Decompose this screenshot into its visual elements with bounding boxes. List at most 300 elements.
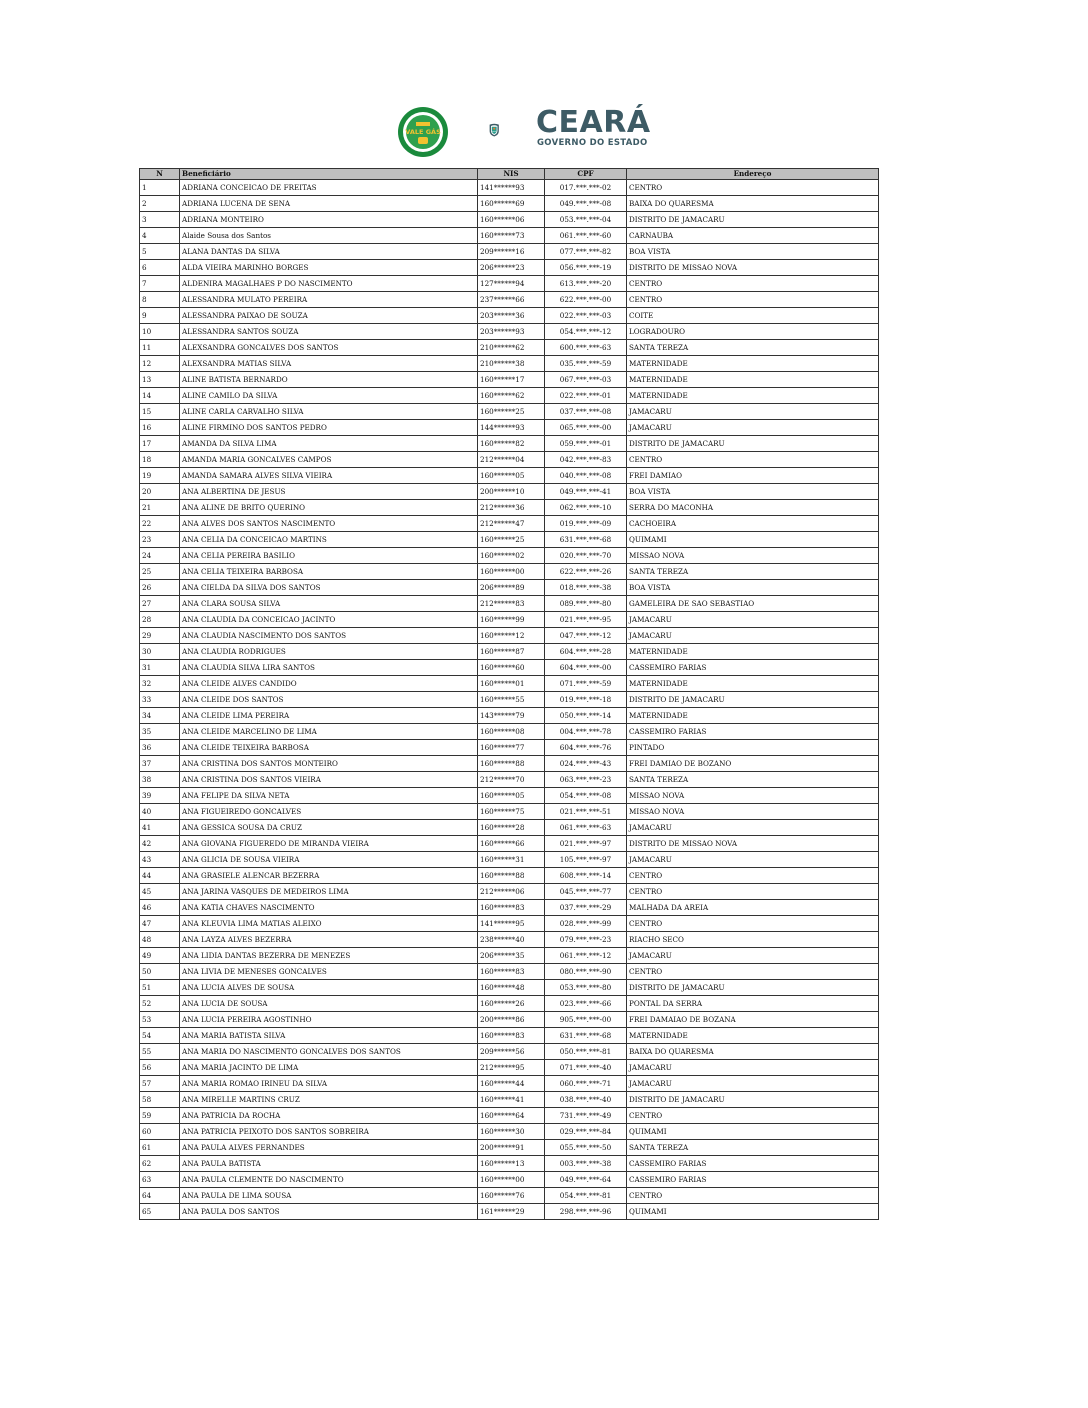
nis-value: 160******64 xyxy=(478,1108,545,1124)
header-endereco: Endereço xyxy=(627,169,879,180)
row-number: 60 xyxy=(140,1124,180,1140)
nis-value: 160******76 xyxy=(478,1188,545,1204)
table-row xyxy=(140,772,879,788)
cpf-value: 054.***.***-81 xyxy=(545,1188,627,1204)
cpf-value: 045.***.***-77 xyxy=(545,884,627,900)
row-number: 3 xyxy=(140,212,180,228)
cpf-value: 047.***.***-12 xyxy=(545,628,627,644)
address-value: MATERNIDADE xyxy=(627,372,879,388)
nis-value: 160******87 xyxy=(478,644,545,660)
nis-value: 200******86 xyxy=(478,1012,545,1028)
row-number: 39 xyxy=(140,788,180,804)
beneficiary-name: ANA CELIA PEREIRA BASILIO xyxy=(180,548,478,564)
table-row xyxy=(140,692,879,708)
beneficiary-name: ANA PAULA ALVES FERNANDES xyxy=(180,1140,478,1156)
beneficiary-name: ALINE FIRMINO DOS SANTOS PEDRO xyxy=(180,420,478,436)
table-header-row xyxy=(140,169,879,180)
row-number: 8 xyxy=(140,292,180,308)
address-value: JAMACARU xyxy=(627,404,879,420)
table-row xyxy=(140,1060,879,1076)
beneficiary-name: ALINE CAMILO DA SILVA xyxy=(180,388,478,404)
table-row xyxy=(140,836,879,852)
nis-value: 160******44 xyxy=(478,1076,545,1092)
cpf-value: 077.***.***-82 xyxy=(545,244,627,260)
beneficiary-name: AMANDA MARIA GONCALVES CAMPOS xyxy=(180,452,478,468)
nis-value: 160******30 xyxy=(478,1124,545,1140)
address-value: GAMELEIRA DE SAO SEBASTIAO xyxy=(627,596,879,612)
nis-value: 160******88 xyxy=(478,756,545,772)
row-number: 46 xyxy=(140,900,180,916)
cpf-value: 061.***.***-12 xyxy=(545,948,627,964)
address-value: MATERNIDADE xyxy=(627,708,879,724)
beneficiary-name: ALANA DANTAS DA SILVA xyxy=(180,244,478,260)
nis-value: 212******47 xyxy=(478,516,545,532)
nis-value: 238******40 xyxy=(478,932,545,948)
cpf-value: 059.***.***-01 xyxy=(545,436,627,452)
nis-value: 144******93 xyxy=(478,420,545,436)
cpf-value: 105.***.***-97 xyxy=(545,852,627,868)
table-row xyxy=(140,1124,879,1140)
beneficiary-name: ANA PAULA DE LIMA SOUSA xyxy=(180,1188,478,1204)
table-row xyxy=(140,388,879,404)
table-body xyxy=(140,180,879,1220)
beneficiary-name: ANA CLARA SOUSA SILVA xyxy=(180,596,478,612)
cpf-value: 020.***.***-70 xyxy=(545,548,627,564)
cpf-value: 049.***.***-41 xyxy=(545,484,627,500)
table-row xyxy=(140,468,879,484)
beneficiary-name: ANA LUCIA PEREIRA AGOSTINHO xyxy=(180,1012,478,1028)
address-value: CENTRO xyxy=(627,916,879,932)
nis-value: 210******38 xyxy=(478,356,545,372)
address-value: CENTRO xyxy=(627,1108,879,1124)
row-number: 7 xyxy=(140,276,180,292)
table-row xyxy=(140,740,879,756)
table-row xyxy=(140,420,879,436)
nis-value: 160******83 xyxy=(478,964,545,980)
nis-value: 160******28 xyxy=(478,820,545,836)
address-value: JAMACARU xyxy=(627,852,879,868)
row-number: 49 xyxy=(140,948,180,964)
address-value: LOGRADOURO xyxy=(627,324,879,340)
row-number: 17 xyxy=(140,436,180,452)
cpf-value: 003.***.***-38 xyxy=(545,1156,627,1172)
beneficiary-name: ANA KATIA CHAVES NASCIMENTO xyxy=(180,900,478,916)
nis-value: 160******75 xyxy=(478,804,545,820)
nis-value: 160******69 xyxy=(478,196,545,212)
address-value: CENTRO xyxy=(627,180,879,196)
beneficiary-name: ADRIANA LUCENA DE SENA xyxy=(180,196,478,212)
address-value: SANTA TEREZA xyxy=(627,1140,879,1156)
beneficiary-name: ANA CLAUDIA SILVA LIRA SANTOS xyxy=(180,660,478,676)
nis-value: 160******06 xyxy=(478,212,545,228)
nis-value: 212******95 xyxy=(478,1060,545,1076)
table-row xyxy=(140,308,879,324)
row-number: 38 xyxy=(140,772,180,788)
cpf-value: 056.***.***-19 xyxy=(545,260,627,276)
address-value: CENTRO xyxy=(627,452,879,468)
table-row xyxy=(140,724,879,740)
row-number: 9 xyxy=(140,308,180,324)
cpf-value: 731.***.***-49 xyxy=(545,1108,627,1124)
row-number: 2 xyxy=(140,196,180,212)
beneficiary-name: ANA CLEIDE ALVES CANDIDO xyxy=(180,676,478,692)
cpf-value: 054.***.***-12 xyxy=(545,324,627,340)
table-row xyxy=(140,1172,879,1188)
address-value: DISTRITO DE JAMACARU xyxy=(627,692,879,708)
table-row xyxy=(140,708,879,724)
beneficiary-name: ANA MARIA DO NASCIMENTO GONCALVES DOS SANTOS xyxy=(180,1044,478,1060)
cpf-value: 049.***.***-64 xyxy=(545,1172,627,1188)
nis-value: 206******23 xyxy=(478,260,545,276)
address-value: FREI DAMIAO xyxy=(627,468,879,484)
cpf-value: 622.***.***-00 xyxy=(545,292,627,308)
cpf-value: 038.***.***-40 xyxy=(545,1092,627,1108)
beneficiary-name: ANA PATRICIA PEIXOTO DOS SANTOS SOBREIRA xyxy=(180,1124,478,1140)
nis-value: 160******25 xyxy=(478,532,545,548)
address-value: PONTAL DA SERRA xyxy=(627,996,879,1012)
cpf-value: 061.***.***-63 xyxy=(545,820,627,836)
table-row xyxy=(140,436,879,452)
cpf-value: 061.***.***-60 xyxy=(545,228,627,244)
beneficiary-name: ANA FELIPE DA SILVA NETA xyxy=(180,788,478,804)
table-row xyxy=(140,996,879,1012)
beneficiary-name: ANA MARIA ROMAO IRINEU DA SILVA xyxy=(180,1076,478,1092)
nis-value: 160******66 xyxy=(478,836,545,852)
row-number: 58 xyxy=(140,1092,180,1108)
address-value: MISSAO NOVA xyxy=(627,788,879,804)
table-row xyxy=(140,532,879,548)
row-number: 13 xyxy=(140,372,180,388)
nis-value: 160******83 xyxy=(478,1028,545,1044)
address-value: MATERNIDADE xyxy=(627,676,879,692)
nis-value: 160******77 xyxy=(478,740,545,756)
address-value: CARNAUBA xyxy=(627,228,879,244)
nis-value: 127******94 xyxy=(478,276,545,292)
cpf-value: 024.***.***-43 xyxy=(545,756,627,772)
row-number: 19 xyxy=(140,468,180,484)
cpf-value: 037.***.***-29 xyxy=(545,900,627,916)
row-number: 11 xyxy=(140,340,180,356)
table-row xyxy=(140,852,879,868)
nis-value: 160******12 xyxy=(478,628,545,644)
nis-value: 160******25 xyxy=(478,404,545,420)
beneficiary-name: ANA LUCIA ALVES DE SOUSA xyxy=(180,980,478,996)
beneficiary-name: ALDA VIEIRA MARINHO BORGES xyxy=(180,260,478,276)
beneficiary-name: ANA CRISTINA DOS SANTOS VIEIRA xyxy=(180,772,478,788)
nis-value: 161******29 xyxy=(478,1204,545,1220)
beneficiary-name: AMANDA SAMARA ALVES SILVA VIEIRA xyxy=(180,468,478,484)
header-n: N xyxy=(140,169,180,180)
address-value: CACHOEIRA xyxy=(627,516,879,532)
address-value: MALHADA DA AREIA xyxy=(627,900,879,916)
row-number: 41 xyxy=(140,820,180,836)
nis-value: 160******73 xyxy=(478,228,545,244)
cpf-value: 017.***.***-02 xyxy=(545,180,627,196)
nis-value: 160******41 xyxy=(478,1092,545,1108)
address-value: FREI DAMAIAO DE BOZANA xyxy=(627,1012,879,1028)
row-number: 52 xyxy=(140,996,180,1012)
nis-value: 160******01 xyxy=(478,676,545,692)
nis-value: 160******08 xyxy=(478,724,545,740)
beneficiary-name: ANA GLICIA DE SOUSA VIEIRA xyxy=(180,852,478,868)
address-value: CASSEMIRO FARIAS xyxy=(627,660,879,676)
nis-value: 160******05 xyxy=(478,788,545,804)
row-number: 37 xyxy=(140,756,180,772)
cpf-value: 054.***.***-08 xyxy=(545,788,627,804)
beneficiary-name: ANA GIOVANA FIGUEREDO DE MIRANDA VIEIRA xyxy=(180,836,478,852)
nis-value: 160******00 xyxy=(478,1172,545,1188)
row-number: 42 xyxy=(140,836,180,852)
nis-value: 212******83 xyxy=(478,596,545,612)
cpf-value: 053.***.***-04 xyxy=(545,212,627,228)
beneficiary-name: ANA ALBERTINA DE JESUS xyxy=(180,484,478,500)
nis-value: 160******55 xyxy=(478,692,545,708)
row-number: 34 xyxy=(140,708,180,724)
table-row xyxy=(140,180,879,196)
cpf-value: 631.***.***-68 xyxy=(545,532,627,548)
header-nis: NIS xyxy=(478,169,545,180)
cpf-value: 600.***.***-63 xyxy=(545,340,627,356)
table-row xyxy=(140,788,879,804)
address-value: SANTA TEREZA xyxy=(627,340,879,356)
address-value: BAIXA DO QUARESMA xyxy=(627,196,879,212)
beneficiary-name: ANA LUCIA DE SOUSA xyxy=(180,996,478,1012)
table-row xyxy=(140,900,879,916)
address-value: CENTRO xyxy=(627,884,879,900)
table-row xyxy=(140,1140,879,1156)
beneficiary-name: ALDENIRA MAGALHAES P DO NASCIMENTO xyxy=(180,276,478,292)
cpf-value: 021.***.***-51 xyxy=(545,804,627,820)
cpf-value: 604.***.***-00 xyxy=(545,660,627,676)
beneficiary-name: ANA PAULA DOS SANTOS xyxy=(180,1204,478,1220)
beneficiary-name: ANA LIVIA DE MENESES GONCALVES xyxy=(180,964,478,980)
address-value: CENTRO xyxy=(627,276,879,292)
beneficiary-name: ANA CLEIDE LIMA PEREIRA xyxy=(180,708,478,724)
table-row xyxy=(140,596,879,612)
beneficiary-name: ANA KLEUVIA LIMA MATIAS ALEIXO xyxy=(180,916,478,932)
row-number: 22 xyxy=(140,516,180,532)
address-value: QUIMAMI xyxy=(627,1204,879,1220)
table-row xyxy=(140,820,879,836)
row-number: 10 xyxy=(140,324,180,340)
nis-value: 160******82 xyxy=(478,436,545,452)
cpf-value: 905.***.***-00 xyxy=(545,1012,627,1028)
cpf-value: 029.***.***-84 xyxy=(545,1124,627,1140)
address-value: JAMACARU xyxy=(627,1076,879,1092)
address-value: MATERNIDADE xyxy=(627,356,879,372)
address-value: CASSEMIRO FARIAS xyxy=(627,1156,879,1172)
beneficiary-name: ANA GRASIELE ALENCAR BEZERRA xyxy=(180,868,478,884)
beneficiary-name: ANA PAULA BATISTA xyxy=(180,1156,478,1172)
address-value: MISSAO NOVA xyxy=(627,548,879,564)
nis-value: 141******95 xyxy=(478,916,545,932)
address-value: DISTRITO DE JAMACARU xyxy=(627,436,879,452)
beneficiary-name: ALESSANDRA PAIXAO DE SOUZA xyxy=(180,308,478,324)
nis-value: 141******93 xyxy=(478,180,545,196)
cpf-value: 613.***.***-20 xyxy=(545,276,627,292)
table-row xyxy=(140,244,879,260)
table-row xyxy=(140,548,879,564)
table-row xyxy=(140,964,879,980)
nis-value: 160******48 xyxy=(478,980,545,996)
table-row xyxy=(140,804,879,820)
cpf-value: 080.***.***-90 xyxy=(545,964,627,980)
row-number: 12 xyxy=(140,356,180,372)
cpf-value: 022.***.***-03 xyxy=(545,308,627,324)
cpf-value: 021.***.***-95 xyxy=(545,612,627,628)
row-number: 29 xyxy=(140,628,180,644)
table-row xyxy=(140,1028,879,1044)
address-value: DISTRITO DE MISSAO NOVA xyxy=(627,836,879,852)
address-value: JAMACARU xyxy=(627,612,879,628)
row-number: 30 xyxy=(140,644,180,660)
address-value: PINTADO xyxy=(627,740,879,756)
cpf-value: 071.***.***-40 xyxy=(545,1060,627,1076)
beneficiary-name: AMANDA DA SILVA LIMA xyxy=(180,436,478,452)
cpf-value: 028.***.***-99 xyxy=(545,916,627,932)
address-value: RIACHO SECO xyxy=(627,932,879,948)
cpf-value: 079.***.***-23 xyxy=(545,932,627,948)
row-number: 55 xyxy=(140,1044,180,1060)
cpf-value: 071.***.***-59 xyxy=(545,676,627,692)
row-number: 33 xyxy=(140,692,180,708)
address-value: BOA VISTA xyxy=(627,484,879,500)
address-value: MATERNIDADE xyxy=(627,1028,879,1044)
address-value: CENTRO xyxy=(627,1188,879,1204)
cpf-value: 022.***.***-01 xyxy=(545,388,627,404)
nis-value: 143******79 xyxy=(478,708,545,724)
beneficiary-name: ANA LIDIA DANTAS BEZERRA DE MENEZES xyxy=(180,948,478,964)
cpf-value: 065.***.***-00 xyxy=(545,420,627,436)
beneficiary-name: ANA CELIA DA CONCEICAO MARTINS xyxy=(180,532,478,548)
cpf-value: 089.***.***-80 xyxy=(545,596,627,612)
row-number: 26 xyxy=(140,580,180,596)
table-row xyxy=(140,756,879,772)
cpf-value: 023.***.***-66 xyxy=(545,996,627,1012)
address-value: COITE xyxy=(627,308,879,324)
table-row xyxy=(140,932,879,948)
beneficiary-name: ANA ALINE DE BRITO QUERINO xyxy=(180,500,478,516)
row-number: 57 xyxy=(140,1076,180,1092)
address-value: SANTA TEREZA xyxy=(627,564,879,580)
address-value: BOA VISTA xyxy=(627,244,879,260)
beneficiary-name: ANA CLAUDIA DA CONCEICAO JACINTO xyxy=(180,612,478,628)
row-number: 47 xyxy=(140,916,180,932)
row-number: 48 xyxy=(140,932,180,948)
table-row xyxy=(140,516,879,532)
cpf-value: 631.***.***-68 xyxy=(545,1028,627,1044)
row-number: 25 xyxy=(140,564,180,580)
address-value: JAMACARU xyxy=(627,1060,879,1076)
beneficiary-name: ANA LAYZA ALVES BEZERRA xyxy=(180,932,478,948)
address-value: JAMACARU xyxy=(627,820,879,836)
nis-value: 212******36 xyxy=(478,500,545,516)
cpf-value: 604.***.***-76 xyxy=(545,740,627,756)
row-number: 23 xyxy=(140,532,180,548)
table-row xyxy=(140,292,879,308)
row-number: 56 xyxy=(140,1060,180,1076)
beneficiary-name: ANA CLEIDE MARCELINO DE LIMA xyxy=(180,724,478,740)
address-value: CENTRO xyxy=(627,868,879,884)
row-number: 32 xyxy=(140,676,180,692)
table-row xyxy=(140,404,879,420)
nis-value: 160******62 xyxy=(478,388,545,404)
cpf-value: 067.***.***-03 xyxy=(545,372,627,388)
table-row xyxy=(140,1188,879,1204)
cpf-value: 060.***.***-71 xyxy=(545,1076,627,1092)
table-row xyxy=(140,868,879,884)
beneficiary-name: ANA GESSICA SOUSA DA CRUZ xyxy=(180,820,478,836)
row-number: 27 xyxy=(140,596,180,612)
nis-value: 160******31 xyxy=(478,852,545,868)
table-row xyxy=(140,644,879,660)
row-number: 20 xyxy=(140,484,180,500)
row-number: 64 xyxy=(140,1188,180,1204)
row-number: 36 xyxy=(140,740,180,756)
table-row xyxy=(140,564,879,580)
cpf-value: 062.***.***-10 xyxy=(545,500,627,516)
nis-value: 237******66 xyxy=(478,292,545,308)
table-row xyxy=(140,948,879,964)
row-number: 18 xyxy=(140,452,180,468)
beneficiary-name: ANA CLEIDE TEIXEIRA BARBOSA xyxy=(180,740,478,756)
address-value: CENTRO xyxy=(627,964,879,980)
beneficiary-name: ANA CELIA TEIXEIRA BARBOSA xyxy=(180,564,478,580)
cpf-value: 040.***.***-08 xyxy=(545,468,627,484)
table-row xyxy=(140,580,879,596)
nis-value: 200******10 xyxy=(478,484,545,500)
beneficiary-name: ALEXSANDRA GONCALVES DOS SANTOS xyxy=(180,340,478,356)
nis-value: 160******00 xyxy=(478,564,545,580)
cpf-value: 037.***.***-08 xyxy=(545,404,627,420)
row-number: 65 xyxy=(140,1204,180,1220)
row-number: 15 xyxy=(140,404,180,420)
cpf-value: 608.***.***-14 xyxy=(545,868,627,884)
nis-value: 160******88 xyxy=(478,868,545,884)
row-number: 45 xyxy=(140,884,180,900)
cpf-value: 622.***.***-26 xyxy=(545,564,627,580)
nis-value: 206******35 xyxy=(478,948,545,964)
beneficiary-name: Alaide Sousa dos Santos xyxy=(180,228,478,244)
cpf-value: 019.***.***-18 xyxy=(545,692,627,708)
nis-value: 160******02 xyxy=(478,548,545,564)
address-value: DISTRITO DE JAMACARU xyxy=(627,980,879,996)
nis-value: 212******70 xyxy=(478,772,545,788)
cpf-value: 049.***.***-08 xyxy=(545,196,627,212)
address-value: SANTA TEREZA xyxy=(627,772,879,788)
cpf-value: 050.***.***-81 xyxy=(545,1044,627,1060)
row-number: 40 xyxy=(140,804,180,820)
beneficiary-name: ANA PATRICIA DA ROCHA xyxy=(180,1108,478,1124)
cpf-value: 604.***.***-28 xyxy=(545,644,627,660)
beneficiary-name: ALINE BATISTA BERNARDO xyxy=(180,372,478,388)
table-row xyxy=(140,276,879,292)
beneficiary-name: ALESSANDRA SANTOS SOUZA xyxy=(180,324,478,340)
cpf-value: 035.***.***-59 xyxy=(545,356,627,372)
table-row xyxy=(140,452,879,468)
row-number: 44 xyxy=(140,868,180,884)
beneficiary-name: ANA CRISTINA DOS SANTOS MONTEIRO xyxy=(180,756,478,772)
beneficiary-name: ALESSANDRA MULATO PEREIRA xyxy=(180,292,478,308)
nis-value: 160******13 xyxy=(478,1156,545,1172)
row-number: 50 xyxy=(140,964,180,980)
row-number: 54 xyxy=(140,1028,180,1044)
table-row xyxy=(140,196,879,212)
address-value: CASSEMIRO FARIAS xyxy=(627,1172,879,1188)
address-value: BAIXA DO QUARESMA xyxy=(627,1044,879,1060)
nis-value: 210******62 xyxy=(478,340,545,356)
address-value: SERRA DO MACONHA xyxy=(627,500,879,516)
